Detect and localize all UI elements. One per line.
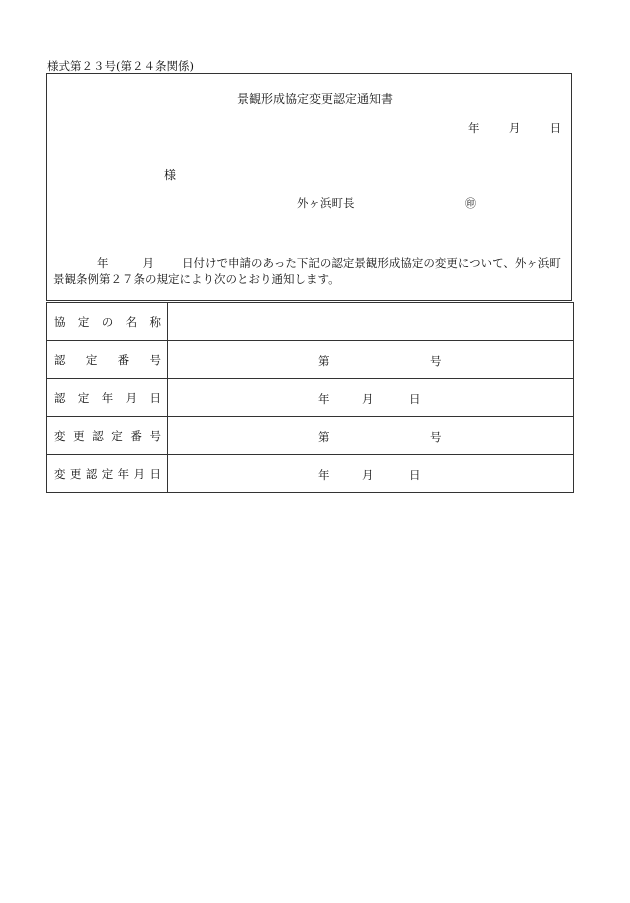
change-certification-date-row xyxy=(47,455,574,493)
body-month: 月 xyxy=(142,256,154,270)
row-label-char: 名 xyxy=(125,314,138,329)
body-text: 日付けで申請のあった下記の認定景観形成協定の変更について、外ヶ浜町景観条例第２７条の規定により次のとおり通知します。 xyxy=(53,256,561,286)
row-value-part: 号 xyxy=(430,354,442,368)
row-label-char: 変 xyxy=(54,466,66,481)
row-label-char: 番 xyxy=(130,428,142,443)
issuer-name: 外ヶ浜町長 xyxy=(297,196,355,210)
row-label xyxy=(47,379,168,417)
row-label-char: 協 xyxy=(54,314,66,329)
row-label-char: 認 xyxy=(92,428,104,443)
row-value-part: 日 xyxy=(409,392,421,406)
row-label-char: 称 xyxy=(149,314,161,329)
row-label-char: 定 xyxy=(101,466,114,481)
row-value-part: 月 xyxy=(362,468,374,482)
row-label xyxy=(47,341,168,379)
row-label-char: 更 xyxy=(73,428,85,443)
row-value-part: 日 xyxy=(409,468,421,482)
issue-date-month: 月 xyxy=(508,121,521,135)
addressee-suffix: 様 xyxy=(164,168,177,182)
row-value-part: 号 xyxy=(430,430,442,444)
row-value[interactable] xyxy=(168,417,574,455)
details-table xyxy=(46,302,574,493)
row-value[interactable] xyxy=(168,455,574,493)
row-label-char: 日 xyxy=(149,466,161,481)
row-label-char: 更 xyxy=(69,466,82,481)
row-label-char: 年 xyxy=(117,466,130,481)
row-value-part: 第 xyxy=(318,354,330,368)
row-value[interactable] xyxy=(168,341,574,379)
row-label-char: 定 xyxy=(85,352,98,367)
row-label-char: 定 xyxy=(77,390,90,405)
document-title: 景観形成協定変更認定通知書 xyxy=(236,92,393,106)
row-label-char: 認 xyxy=(54,390,66,405)
row-label xyxy=(47,303,168,341)
row-label-char: 認 xyxy=(85,466,98,481)
row-label-char: 年 xyxy=(101,390,114,405)
row-label-char: 月 xyxy=(125,390,138,405)
row-label-char: 日 xyxy=(149,390,161,405)
issue-date-year: 年 xyxy=(468,121,480,135)
row-value[interactable] xyxy=(168,379,574,417)
row-label xyxy=(47,455,168,493)
row-label-char: 変 xyxy=(54,428,66,443)
certification-date-row xyxy=(47,379,574,417)
row-label-char: 番 xyxy=(117,352,130,367)
change-certification-number-row xyxy=(47,417,574,455)
row-value[interactable] xyxy=(168,303,574,341)
issue-date-day: 日 xyxy=(549,121,562,135)
row-label-char: 認 xyxy=(54,352,66,367)
notice-body xyxy=(53,255,569,287)
row-value-part: 年 xyxy=(318,392,330,406)
row-value-part: 第 xyxy=(318,430,330,444)
row-label xyxy=(47,417,168,455)
row-label-char: 定 xyxy=(111,428,123,443)
row-value-part: 年 xyxy=(318,468,330,482)
certification-number-row xyxy=(47,341,574,379)
agreement-name-row xyxy=(47,303,574,341)
form-number: 様式第２３号(第２４条関係) xyxy=(47,59,194,73)
row-label-char: の xyxy=(101,314,114,329)
row-label-char: 定 xyxy=(77,314,90,329)
seal-mark: ㊞ xyxy=(465,197,476,210)
row-label-char: 月 xyxy=(133,466,146,481)
row-label-char: 号 xyxy=(149,352,161,367)
issue-date xyxy=(468,120,561,136)
body-year: 年 xyxy=(97,256,109,270)
row-value-part: 月 xyxy=(362,392,374,406)
row-label-char: 号 xyxy=(149,428,161,443)
